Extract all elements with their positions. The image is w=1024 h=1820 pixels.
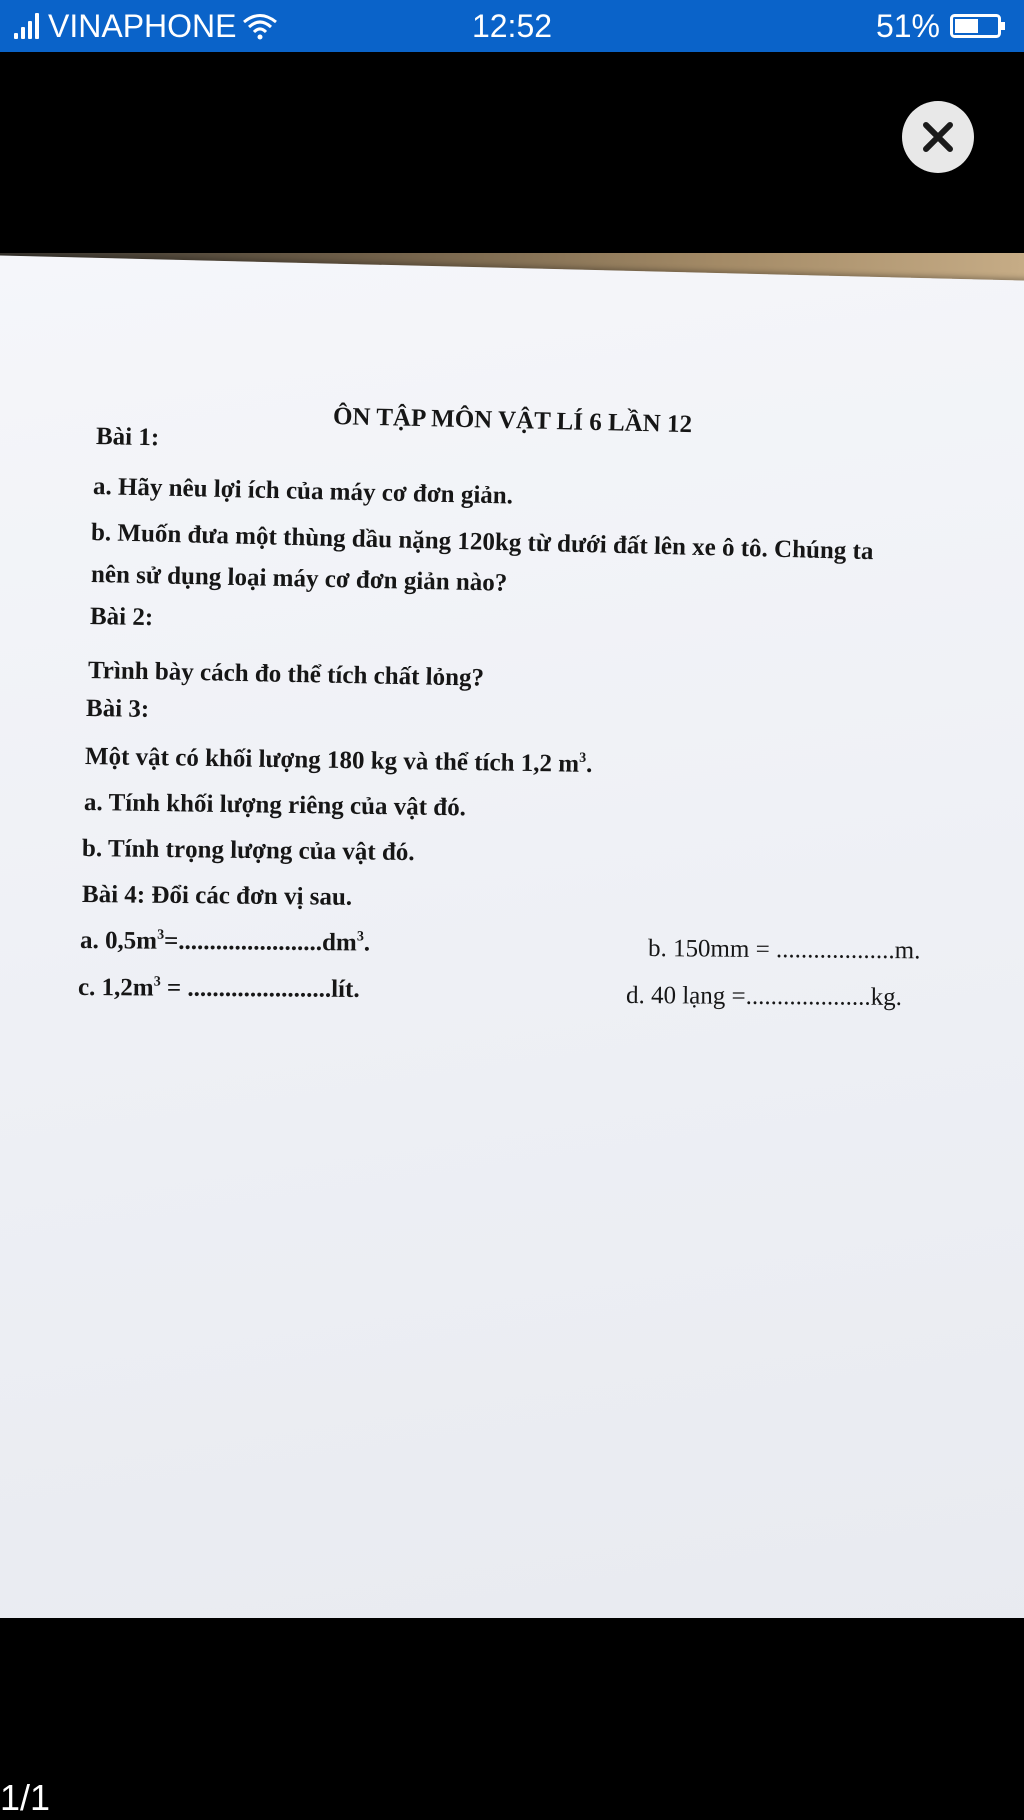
page-indicator: 1/1 (0, 1777, 51, 1818)
bai2-question: Trình bày cách đo thể tích chất lỏng? (87, 657, 485, 692)
bai4-item-b: b. 150mm = ...................m. (647, 935, 921, 965)
bai3-text: Một vật có khối lượng 180 kg và thể tích 1,2 m (84, 743, 580, 778)
bai3-text-end: . (585, 750, 593, 778)
bai3-question (85, 743, 593, 779)
close-icon (918, 117, 958, 157)
status-time: 12:52 (471, 8, 553, 44)
bai3-heading: Bài 3: (85, 695, 150, 723)
bai1-heading: Bài 1: (95, 423, 160, 452)
document-title: ÔN TẬP MÔN VẬT LÍ 6 LẦN 12 (332, 403, 693, 439)
bai2-heading: Bài 2: (89, 603, 154, 632)
status-bar (0, 0, 1024, 52)
document-content (0, 253, 1024, 1618)
battery-icon (950, 13, 1006, 39)
bai3-question-b: b. Tính trọng lượng của vật đó. (81, 835, 415, 867)
document-photo (0, 253, 1024, 1618)
bai1-question-b-line1: b. Muốn đưa một thùng dầu nặng 120kg từ dưới đất lên xe ô tô. Chúng ta (90, 519, 874, 566)
bai1-question-b-line2: nên sử dụng loại máy cơ đơn giản nào? (90, 561, 508, 597)
bai4-a-superscript: 3 (157, 927, 165, 943)
bai4-item-c (78, 974, 360, 1004)
bai4-a-end: . (363, 929, 371, 957)
bai4-item-d: d. 40 lạng =....................kg. (625, 982, 902, 1011)
carrier-name: VINAPHONE (48, 7, 237, 44)
bai4-c-blank: = .......................lít. (160, 974, 360, 1003)
bai4-a-text: a. 0,5m (79, 927, 158, 955)
bai4-c-superscript: 3 (153, 974, 161, 990)
bai1-question-a: a. Hãy nêu lợi ích của máy cơ đơn giản. (92, 473, 514, 510)
bai4-a-superscript-2: 3 (356, 929, 364, 945)
bai4-a-blank: =.......................dm (163, 927, 357, 957)
bai4-c-text: c. 1,2m (77, 974, 154, 1002)
bai4-item-a (80, 927, 370, 958)
bai3-question-a: a. Tính khối lượng riêng của vật đó. (83, 789, 467, 822)
bai4-heading: Bài 4: Đổi các đơn vị sau. (81, 881, 353, 911)
status-right (876, 8, 1006, 44)
close-button[interactable] (902, 101, 974, 173)
battery-percent: 51% (875, 7, 940, 44)
bai3-superscript: 3 (579, 750, 587, 766)
